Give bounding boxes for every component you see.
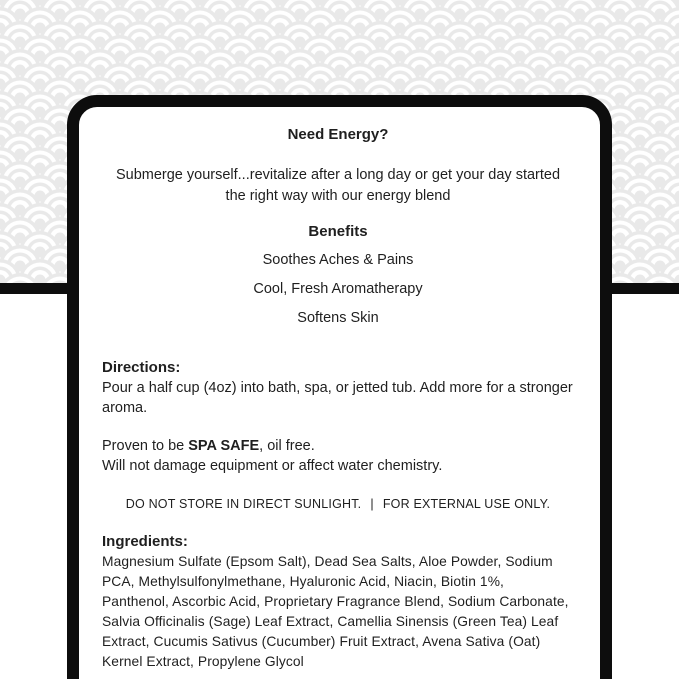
headline: Need Energy? <box>287 126 389 143</box>
benefit-item: Softens Skin <box>297 310 379 326</box>
ingredients-title: Ingredients: <box>102 533 188 550</box>
directions-title: Directions: <box>102 359 181 376</box>
benefits-title: Benefits <box>308 223 368 240</box>
spa-safe-suffix: , oil free. <box>259 438 315 454</box>
spa-safe-bold: SPA SAFE <box>188 438 260 454</box>
ingredients-text: Magnesium Sulfate (Epsom Salt), Dead Sea Salts, Aloe Powder, Sodium PCA, Methylsulfonylmethane, Hyaluronic Acid, Niacin, Biotin 1%, Panthenol, Ascorbic Acid, Proprietary Fragrance Blend, Sodium Carbonate, Salvia Officinalis (Sage) Leaf Extract, Camellia Sinensis (Green Tea) Leaf Extract, Cucumis Sativus (Cucumber) Fruit Extract, Avena Sativa (Oat) Kernel Extract, Propylene Glycol <box>102 554 569 669</box>
directions-text: Pour a half cup (4oz) into bath, spa, or jetted tub. Add more for a stronger aroma. <box>102 380 573 416</box>
warning-line <box>102 496 574 512</box>
spa-safe-line <box>102 436 574 456</box>
directions-section <box>102 358 574 418</box>
intro-text: Submerge yourself...revitalize after a long day or get your day started the right way with our energy blend <box>115 167 561 204</box>
warning-sunlight: DO NOT STORE IN DIRECT SUNLIGHT. <box>125 497 362 511</box>
warning-divider: | <box>370 497 374 511</box>
ingredients-section <box>102 532 574 672</box>
spa-safe-section <box>102 436 574 476</box>
spa-safe-line2: Will not damage equipment or affect water chemistry. <box>102 458 443 474</box>
benefit-item: Cool, Fresh Aromatherapy <box>253 281 423 297</box>
spa-safe-prefix: Proven to be <box>102 438 189 454</box>
label-card <box>67 95 612 679</box>
benefit-item: Soothes Aches & Pains <box>262 252 414 268</box>
warning-external: FOR EXTERNAL USE ONLY. <box>382 497 551 511</box>
